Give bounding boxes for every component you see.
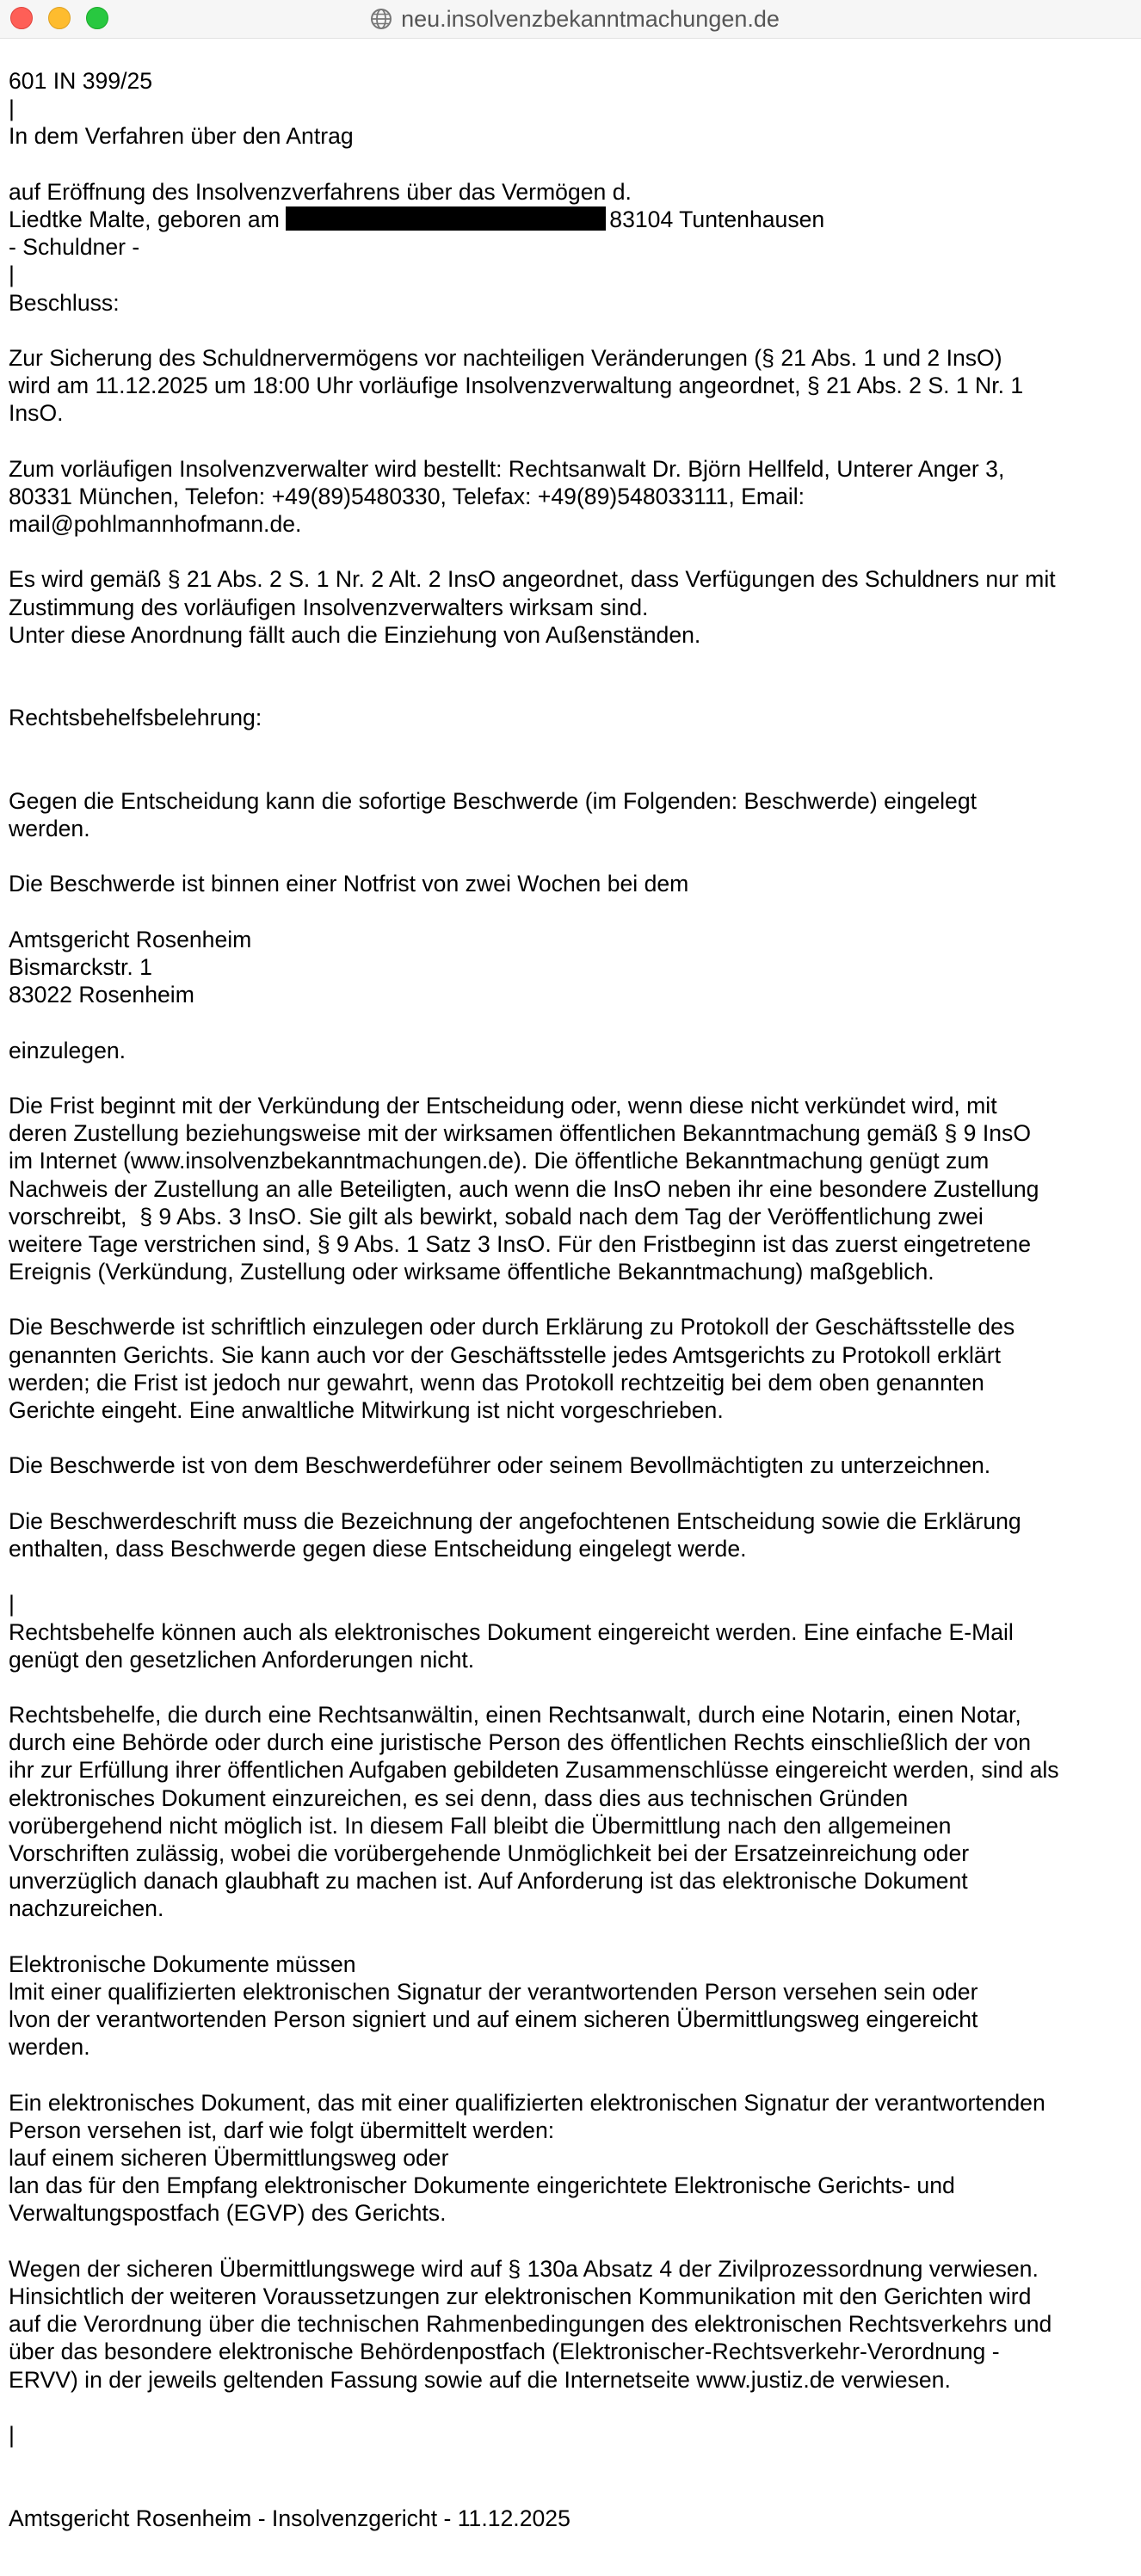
document-line: Die Beschwerde ist von dem Beschwerdeführer oder seinem Bevollmächtigten zu unterzeichnen. bbox=[9, 1452, 991, 1479]
document-line: Elektronische Dokumente müssen bbox=[9, 1950, 356, 1977]
document-line: Rechtsbehelfe, die durch eine Rechtsanwältin, einen Rechtsanwalt, durch eine Notarin, einen Notar, bbox=[9, 1702, 1021, 1729]
redaction-bar bbox=[286, 206, 606, 231]
document-line: wird am 11.12.2025 um 18:00 Uhr vorläufige Insolvenzverwaltung angeordnet, § 21 Abs. 2 S. 1 Nr. 1 bbox=[9, 373, 1024, 399]
document-line: | bbox=[9, 1591, 15, 1618]
document-line: 601 IN 399/25 bbox=[9, 68, 153, 94]
document-line: Die Beschwerde ist binnen einer Notfrist von zwei Wochen bei dem bbox=[9, 871, 689, 897]
document-line bbox=[9, 898, 1138, 926]
document-line: Hinsichtlich der weiteren Voraussetzungen zur elektronischen Kommunikation mit den Gerichten wird bbox=[9, 2283, 1032, 2309]
document-line bbox=[9, 1424, 1138, 1451]
document-line bbox=[9, 2449, 1138, 2476]
document-line: Rechtsbehelfsbelehrung: bbox=[9, 705, 262, 731]
document-line: lan das für den Empfang elektronischer Dokumente eingerichtete Elektronische Gerichts- und bbox=[9, 2172, 955, 2199]
document-line: Die Beschwerde ist schriftlich einzulegen oder durch Erklärung zu Protokoll der Geschäftsstelle des bbox=[9, 1314, 1015, 1340]
document-line: enthalten, dass Beschwerde gegen diese Entscheidung eingelegt werde. bbox=[9, 1535, 747, 1562]
document-line: - Schuldner - bbox=[9, 234, 140, 261]
document-line: Nachweis der Zustellung an alle Beteiligten, auch wenn die InsO neben ihr eine besondere Zustellung bbox=[9, 1175, 1039, 1202]
document-line: vorschreibt, § 9 Abs. 3 InsO. Sie gilt als bewirkt, sobald nach dem Tag der Veröffentlichung zwei bbox=[9, 1203, 984, 1229]
document-line bbox=[9, 1480, 1138, 1507]
document-line: genügt den gesetzlichen Anforderungen nicht. bbox=[9, 1646, 475, 1673]
document-line bbox=[9, 151, 1138, 178]
document-line: | bbox=[9, 96, 15, 122]
window-titlebar bbox=[0, 0, 1141, 39]
document-line bbox=[9, 538, 1138, 565]
document-line bbox=[9, 1562, 1138, 1590]
document-line: Zum vorläufigen Insolvenzverwalter wird bestellt: Rechtsanwalt Dr. Björn Hellfeld, Unterer Anger 3, bbox=[9, 455, 1005, 482]
document-line bbox=[9, 1285, 1138, 1313]
url-text: neu.insolvenzbekanntmachungen.de bbox=[401, 5, 780, 32]
document-line bbox=[9, 427, 1138, 454]
document-line: Bismarckstr. 1 bbox=[9, 954, 152, 980]
document-line: über das besondere elektronische Behördenpostfach (Elektronischer-Rechtsverkehr-Verordnung - bbox=[9, 2339, 1000, 2365]
document-line: ihr zur Erfüllung ihrer öffentlichen Aufgaben gebildeten Zusammenschlüsse eingereicht werden, sind als bbox=[9, 1757, 1059, 1784]
document-line: auf die Verordnung über die technischen Rahmenbedingungen des elektronischen Rechtsverkehrs und bbox=[9, 2311, 1052, 2338]
document-line bbox=[9, 732, 1138, 760]
document-line: 83022 Rosenheim bbox=[9, 982, 194, 1008]
document-line: Ein elektronisches Dokument, das mit einer qualifizierten elektronischen Signatur der verantwortenden bbox=[9, 2089, 1045, 2116]
document-line: unverzüglich danach glaubhaft zu machen ist. Auf Anforderung ist das elektronische Dokument bbox=[9, 1868, 968, 1895]
debtor-address-label: 83104 Tuntenhausen bbox=[609, 206, 825, 232]
document-line: im Internet (www.insolvenzbekanntmachungen.de). Die öffentliche Bekanntmachung genügt zum bbox=[9, 1148, 990, 1174]
document-line: 80331 München, Telefon: +49(89)5480330, Telefax: +49(89)548033111, Email: bbox=[9, 483, 805, 509]
document-line: Vorschriften zulässig, wobei die vorübergehende Unmöglichkeit bei der Ersatzeinreichung oder bbox=[9, 1840, 970, 1866]
document-line bbox=[9, 2061, 1138, 2089]
document-line: elektronisches Dokument einzureichen, es sei denn, dass dies aus technischen Gründen bbox=[9, 1784, 909, 1811]
address-bar[interactable] bbox=[368, 5, 781, 33]
document-line: weitere Tage verstrichen sind, § 9 Abs. 1 Satz 3 InsO. Für den Fristbeginn ist das zuerst eingetretene bbox=[9, 1230, 1031, 1257]
document-line bbox=[9, 1008, 1138, 1036]
document-line: auf Eröffnung des Insolvenzverfahrens über das Vermögen d. bbox=[9, 178, 632, 205]
document-line: lvon der verantwortenden Person signiert und auf einem sicheren Übermittlungsweg eingereicht bbox=[9, 2006, 978, 2033]
debtor-line bbox=[9, 206, 1138, 233]
document-line: mail@pohlmannhofmann.de. bbox=[9, 511, 302, 537]
document-line: InsO. bbox=[9, 400, 64, 427]
document-line: Ereignis (Verkündung, Zustellung oder wirksame öffentliche Bekanntmachung) maßgeblich. bbox=[9, 1259, 934, 1285]
document-line: einzulegen. bbox=[9, 1037, 126, 1063]
document-line: Unter diese Anordnung fällt auch die Einziehung von Außenständen. bbox=[9, 621, 701, 648]
document-line bbox=[9, 1923, 1138, 1950]
document-line: Die Frist beginnt mit der Verkündung der Entscheidung oder, wenn diese nicht verkündet wird, mit bbox=[9, 1092, 997, 1119]
document-line: Verwaltungspostfach (EGVP) des Gerichts. bbox=[9, 2200, 447, 2227]
document-line: Zur Sicherung des Schuldnervermögens vor nachteiligen Veränderungen (§ 21 Abs. 1 und 2 InsO) bbox=[9, 344, 1002, 371]
document-line bbox=[9, 2228, 1138, 2255]
document-line: Amtsgericht Rosenheim bbox=[9, 926, 252, 952]
document-line: vorübergehend nicht möglich ist. In diesem Fall bleibt die Übermittlung nach den allgemeinen bbox=[9, 1812, 952, 1839]
document-line: Zustimmung des vorläufigen Insolvenzverwalters wirksam sind. bbox=[9, 594, 649, 620]
document-line: lmit einer qualifizierten elektronischen Signatur der verantwortenden Person versehen sein oder bbox=[9, 1978, 978, 2005]
close-window-button[interactable] bbox=[10, 7, 33, 29]
document-line bbox=[9, 2394, 1138, 2421]
document-line: Gerichte eingeht. Eine anwaltliche Mitwirkung ist nicht vorgeschrieben. bbox=[9, 1397, 724, 1423]
document-line bbox=[9, 1673, 1138, 1701]
debtor-name-label: Liedtke Malte, geboren am bbox=[9, 206, 287, 232]
document-line: deren Zustellung beziehungsweise mit der wirksamen öffentlichen Bekanntmachung gemäß § 9 InsO bbox=[9, 1120, 1032, 1147]
document-line: Amtsgericht Rosenheim - Insolvenzgericht - 11.12.2025 bbox=[9, 2505, 570, 2531]
document-line: Wegen der sicheren Übermittlungswege wird auf § 130a Absatz 4 der Zivilprozessordnung verwiesen. bbox=[9, 2255, 1039, 2282]
document-line: Person versehen ist, darf wie folgt übermittelt werden: bbox=[9, 2117, 555, 2143]
zoom-window-button[interactable] bbox=[86, 7, 108, 29]
document-line: | bbox=[9, 262, 15, 288]
document-line: lauf einem sicheren Übermittlungsweg oder bbox=[9, 2145, 449, 2172]
document-line: Beschluss: bbox=[9, 289, 120, 316]
document-line bbox=[9, 1064, 1138, 1092]
document-line bbox=[9, 2476, 1138, 2504]
document-line bbox=[9, 649, 1138, 676]
document-line: | bbox=[9, 2421, 15, 2448]
document-line: Gegen die Entscheidung kann die sofortige Beschwerde (im Folgenden: Beschwerde) eingelegt bbox=[9, 787, 978, 814]
minimize-window-button[interactable] bbox=[48, 7, 71, 29]
globe-icon bbox=[370, 8, 392, 30]
document-line bbox=[9, 842, 1138, 870]
document-line: werden; die Frist ist jedoch nur gewahrt, wenn das Protokoll rechtzeitig bei dem oben genannten bbox=[9, 1369, 984, 1396]
document-line: Die Beschwerdeschrift muss die Bezeichnung der angefochtenen Entscheidung sowie die Erklärung bbox=[9, 1507, 1021, 1534]
document-line bbox=[9, 676, 1138, 704]
document-line: werden. bbox=[9, 816, 90, 842]
document-line: genannten Gerichts. Sie kann auch vor der Geschäftsstelle jedes Amtsgerichts zu Protokoll erklärt bbox=[9, 1341, 1001, 1368]
document-line: werden. bbox=[9, 2034, 90, 2061]
document-line: ERVV) in der jeweils geltenden Fassung sowie auf die Internetseite www.justiz.de verwiesen. bbox=[9, 2366, 951, 2393]
document-line: In dem Verfahren über den Antrag bbox=[9, 123, 354, 150]
document-line: Rechtsbehelfe können auch als elektronisches Dokument eingereicht werden. Eine einfache E-Mail bbox=[9, 1618, 1014, 1645]
document-line: nachzureichen. bbox=[9, 1895, 164, 1922]
document-line: durch eine Behörde oder durch eine juristische Person des öffentlichen Rechts einschließlich der von bbox=[9, 1729, 1032, 1756]
document-body bbox=[9, 67, 1138, 2532]
document-line bbox=[9, 760, 1138, 787]
document-line: Es wird gemäß § 21 Abs. 2 S. 1 Nr. 2 Alt. 2 InsO angeordnet, dass Verfügungen des Schuldners nur mit bbox=[9, 566, 1056, 593]
document-line bbox=[9, 317, 1138, 344]
